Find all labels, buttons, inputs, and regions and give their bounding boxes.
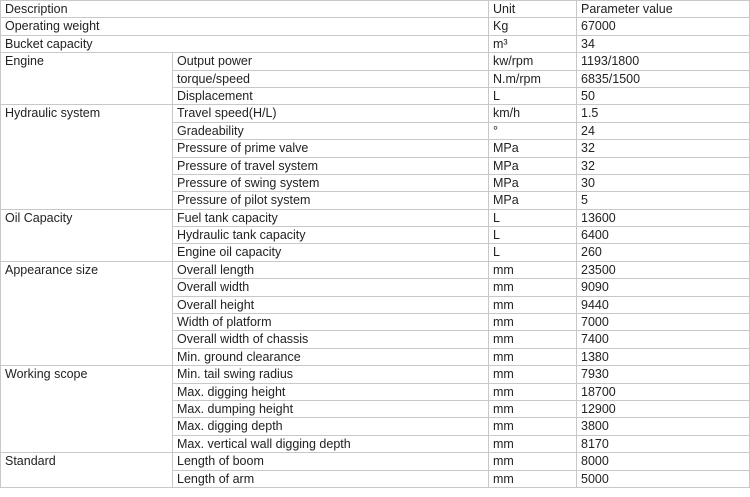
header-row bbox=[1, 1, 750, 18]
value-cell: 9090 bbox=[577, 279, 750, 296]
unit-cell: L bbox=[489, 227, 577, 244]
table-row bbox=[1, 209, 750, 226]
group-label: Hydraulic system bbox=[1, 105, 173, 209]
header-unit: Unit bbox=[489, 1, 577, 18]
unit-cell: mm bbox=[489, 314, 577, 331]
group-label: Standard bbox=[1, 453, 173, 488]
value-cell: 9440 bbox=[577, 296, 750, 313]
table-row bbox=[1, 35, 750, 52]
param-cell: Length of arm bbox=[173, 470, 489, 487]
unit-cell: kw/rpm bbox=[489, 53, 577, 70]
table-row bbox=[1, 105, 750, 122]
value-cell: 5 bbox=[577, 192, 750, 209]
param-cell: Overall width of chassis bbox=[173, 331, 489, 348]
unit-cell: mm bbox=[489, 453, 577, 470]
value-cell: 6400 bbox=[577, 227, 750, 244]
param-cell: Gradeability bbox=[173, 122, 489, 139]
unit-cell: L bbox=[489, 244, 577, 261]
value-cell: 7400 bbox=[577, 331, 750, 348]
param-cell: Min. ground clearance bbox=[173, 348, 489, 365]
param-cell: Pressure of pilot system bbox=[173, 192, 489, 209]
unit-cell: MPa bbox=[489, 192, 577, 209]
value-cell: 23500 bbox=[577, 261, 750, 278]
param-cell: Pressure of swing system bbox=[173, 174, 489, 191]
table-row bbox=[1, 261, 750, 278]
unit-cell: mm bbox=[489, 296, 577, 313]
unit-cell: N.m/rpm bbox=[489, 70, 577, 87]
value-cell: 67000 bbox=[577, 18, 750, 35]
group-label: Engine bbox=[1, 53, 173, 105]
group-label: Oil Capacity bbox=[1, 209, 173, 261]
unit-cell: mm bbox=[489, 331, 577, 348]
unit-cell: mm bbox=[489, 470, 577, 487]
unit-cell: ° bbox=[489, 122, 577, 139]
header-value: Parameter value bbox=[577, 1, 750, 18]
value-cell: 34 bbox=[577, 35, 750, 52]
value-cell: 7000 bbox=[577, 314, 750, 331]
table-row bbox=[1, 366, 750, 383]
unit-cell: MPa bbox=[489, 157, 577, 174]
param-cell: Output power bbox=[173, 53, 489, 70]
value-cell: 7930 bbox=[577, 366, 750, 383]
table-row bbox=[1, 18, 750, 35]
value-cell: 3800 bbox=[577, 418, 750, 435]
unit-cell: mm bbox=[489, 261, 577, 278]
group-label: Working scope bbox=[1, 366, 173, 453]
param-cell: Pressure of prime valve bbox=[173, 140, 489, 157]
param-cell: Displacement bbox=[173, 87, 489, 104]
param-cell: Overall height bbox=[173, 296, 489, 313]
value-cell: 18700 bbox=[577, 383, 750, 400]
unit-cell: mm bbox=[489, 348, 577, 365]
param-cell: Travel speed(H/L) bbox=[173, 105, 489, 122]
table-row bbox=[1, 53, 750, 70]
value-cell: 260 bbox=[577, 244, 750, 261]
unit-cell: L bbox=[489, 209, 577, 226]
value-cell: 1380 bbox=[577, 348, 750, 365]
param-cell: Max. digging depth bbox=[173, 418, 489, 435]
value-cell: 1.5 bbox=[577, 105, 750, 122]
param-cell: Max. vertical wall digging depth bbox=[173, 435, 489, 452]
value-cell: 24 bbox=[577, 122, 750, 139]
unit-cell: m³ bbox=[489, 35, 577, 52]
spec-body bbox=[1, 18, 750, 488]
param-cell: Max. dumping height bbox=[173, 400, 489, 417]
unit-cell: mm bbox=[489, 383, 577, 400]
param-cell: Width of platform bbox=[173, 314, 489, 331]
param-cell: Overall length bbox=[173, 261, 489, 278]
value-cell: 30 bbox=[577, 174, 750, 191]
param-cell: Pressure of travel system bbox=[173, 157, 489, 174]
value-cell: 8000 bbox=[577, 453, 750, 470]
header-description: Description bbox=[1, 1, 489, 18]
value-cell: 5000 bbox=[577, 470, 750, 487]
value-cell: 1193/1800 bbox=[577, 53, 750, 70]
param-cell: Engine oil capacity bbox=[173, 244, 489, 261]
value-cell: 50 bbox=[577, 87, 750, 104]
unit-cell: km/h bbox=[489, 105, 577, 122]
param-cell: Min. tail swing radius bbox=[173, 366, 489, 383]
unit-cell: mm bbox=[489, 400, 577, 417]
param-cell: Overall width bbox=[173, 279, 489, 296]
unit-cell: MPa bbox=[489, 140, 577, 157]
row-label: Bucket capacity bbox=[1, 35, 489, 52]
unit-cell: MPa bbox=[489, 174, 577, 191]
value-cell: 13600 bbox=[577, 209, 750, 226]
unit-cell: mm bbox=[489, 418, 577, 435]
param-cell: torque/speed bbox=[173, 70, 489, 87]
param-cell: Fuel tank capacity bbox=[173, 209, 489, 226]
table-row bbox=[1, 453, 750, 470]
value-cell: 12900 bbox=[577, 400, 750, 417]
row-label: Operating weight bbox=[1, 18, 489, 35]
unit-cell: L bbox=[489, 87, 577, 104]
param-cell: Hydraulic tank capacity bbox=[173, 227, 489, 244]
unit-cell: mm bbox=[489, 279, 577, 296]
unit-cell: mm bbox=[489, 435, 577, 452]
param-cell: Max. digging height bbox=[173, 383, 489, 400]
value-cell: 32 bbox=[577, 140, 750, 157]
value-cell: 6835/1500 bbox=[577, 70, 750, 87]
param-cell: Length of boom bbox=[173, 453, 489, 470]
value-cell: 32 bbox=[577, 157, 750, 174]
group-label: Appearance size bbox=[1, 261, 173, 365]
unit-cell: mm bbox=[489, 366, 577, 383]
unit-cell: Kg bbox=[489, 18, 577, 35]
value-cell: 8170 bbox=[577, 435, 750, 452]
